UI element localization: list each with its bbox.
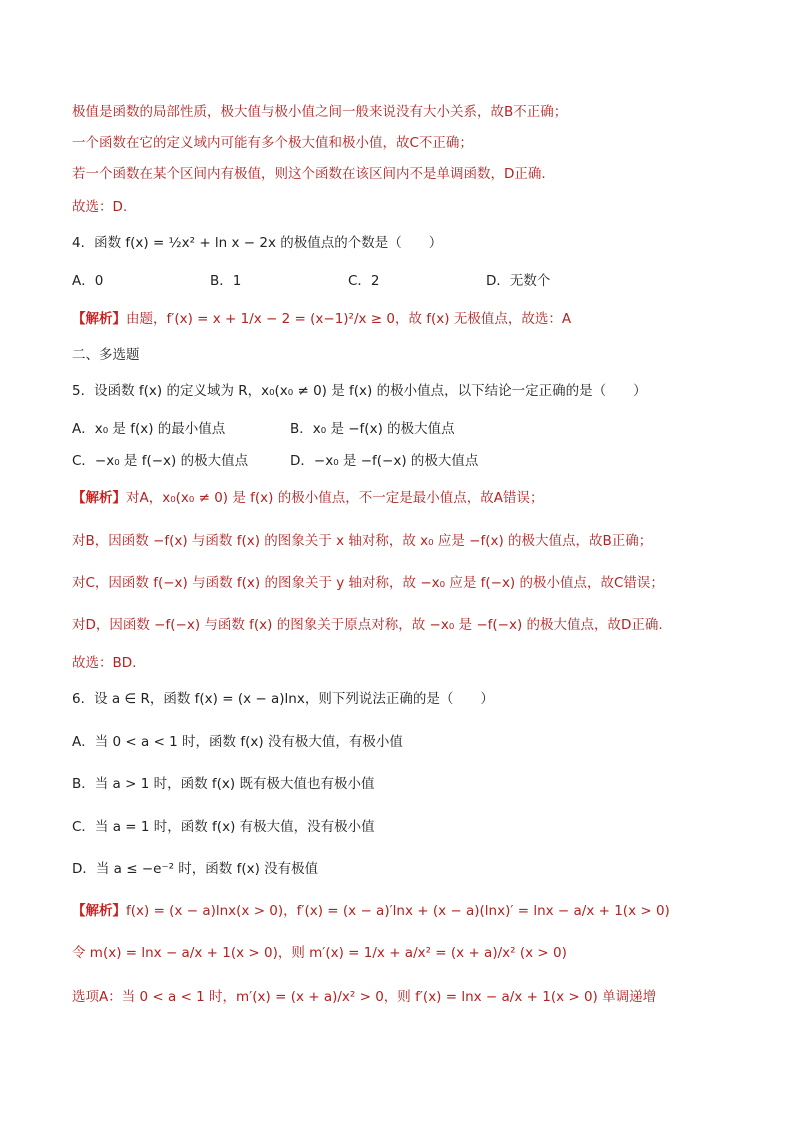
- q5-analysis: [72, 489, 543, 507]
- analysis-text: 对A，x₀(x₀ ≠ 0) 是 f(x) 的极小值点，不一定是最小值点，故A错误；: [126, 490, 544, 506]
- answer-line: 故选：BD.: [72, 655, 137, 671]
- q6-option-a: A．当 0 < a < 1 时，函数 f(x) 没有极大值，有极小值: [72, 734, 403, 750]
- section-heading: 二、多选题: [72, 347, 140, 363]
- q4-option-c: C．2: [348, 273, 380, 289]
- q5-option-b: B．x₀ 是 −f(x) 的极大值点: [290, 421, 455, 437]
- q5-analysis: 对D，因函数 −f(−x) 与函数 f(x) 的图象关于原点对称，故 −x₀ 是 −f(−x) 的极大值点，故D正确.: [72, 617, 663, 633]
- answer-line: 故选：D.: [72, 199, 128, 215]
- q5-option-a: A．x₀ 是 f(x) 的最小值点: [72, 421, 226, 437]
- analysis-tag: 【解析】: [72, 311, 126, 327]
- q4-option-a: A．0: [72, 273, 104, 289]
- q5-analysis: 对B，因函数 −f(x) 与函数 f(x) 的图象关于 x 轴对称，故 x₀ 应是 −f(x) 的极大值点，故B正确；: [72, 533, 653, 549]
- analysis-line: 极值是函数的局部性质，极大值与极小值之间一般来说没有大小关系，故B不正确；: [72, 104, 568, 120]
- analysis-text: 由题，f′(x) = x + 1/x − 2 = (x−1)²/x ≥ 0，故 f(x) 无极值点，故选：A: [126, 311, 572, 327]
- q6-option-b: B．当 a > 1 时，函数 f(x) 既有极大值也有极小值: [72, 776, 375, 792]
- q4-option-b: B．1: [210, 273, 242, 289]
- q5-option-d: D．−x₀ 是 −f(−x) 的极大值点: [290, 453, 479, 469]
- analysis-tag: 【解析】: [72, 490, 126, 506]
- analysis-line: 一个函数在它的定义域内可能有多个极大值和极小值，故C不正确；: [72, 135, 473, 151]
- question-4-stem: 4．函数 f(x) = ½x² + ln x − 2x 的极值点的个数是（ ）: [72, 235, 443, 251]
- analysis-text: f(x) = (x − a)lnx(x > 0)，f′(x) = (x − a)′lnx + (x − a)(lnx)′ = lnx − a/x + 1(x > 0): [126, 903, 670, 919]
- q6-option-c: C．当 a = 1 时，函数 f(x) 有极大值，没有极小值: [72, 819, 375, 835]
- q6-analysis: 令 m(x) = lnx − a/x + 1(x > 0)，则 m′(x) = 1/x + a/x² = (x + a)/x² (x > 0): [72, 945, 567, 961]
- analysis-line: 若一个函数在某个区间内有极值，则这个函数在该区间内不是单调函数，D正确.: [72, 166, 546, 182]
- q6-option-d: D．当 a ≤ −e⁻² 时，函数 f(x) 没有极值: [72, 861, 319, 877]
- q4-option-d: D．无数个: [486, 273, 551, 289]
- q5-analysis: 对C，因函数 f(−x) 与函数 f(x) 的图象关于 y 轴对称，故 −x₀ 应是 f(−x) 的极小值点，故C错误；: [72, 575, 664, 591]
- q4-analysis: [72, 310, 571, 328]
- q6-analysis: [72, 902, 670, 920]
- q6-analysis: 选项A：当 0 < a < 1 时，m′(x) = (x + a)/x² > 0，则 f′(x) = lnx − a/x + 1(x > 0) 单调递增: [72, 989, 657, 1005]
- q5-option-c: C．−x₀ 是 f(−x) 的极大值点: [72, 453, 249, 469]
- analysis-tag: 【解析】: [72, 903, 126, 919]
- question-6-stem: 6．设 a ∈ R，函数 f(x) = (x − a)lnx，则下列说法正确的是（ ）: [72, 691, 494, 707]
- question-5-stem: 5．设函数 f(x) 的定义域为 R，x₀(x₀ ≠ 0) 是 f(x) 的极小值点，以下结论一定正确的是（ ）: [72, 383, 647, 399]
